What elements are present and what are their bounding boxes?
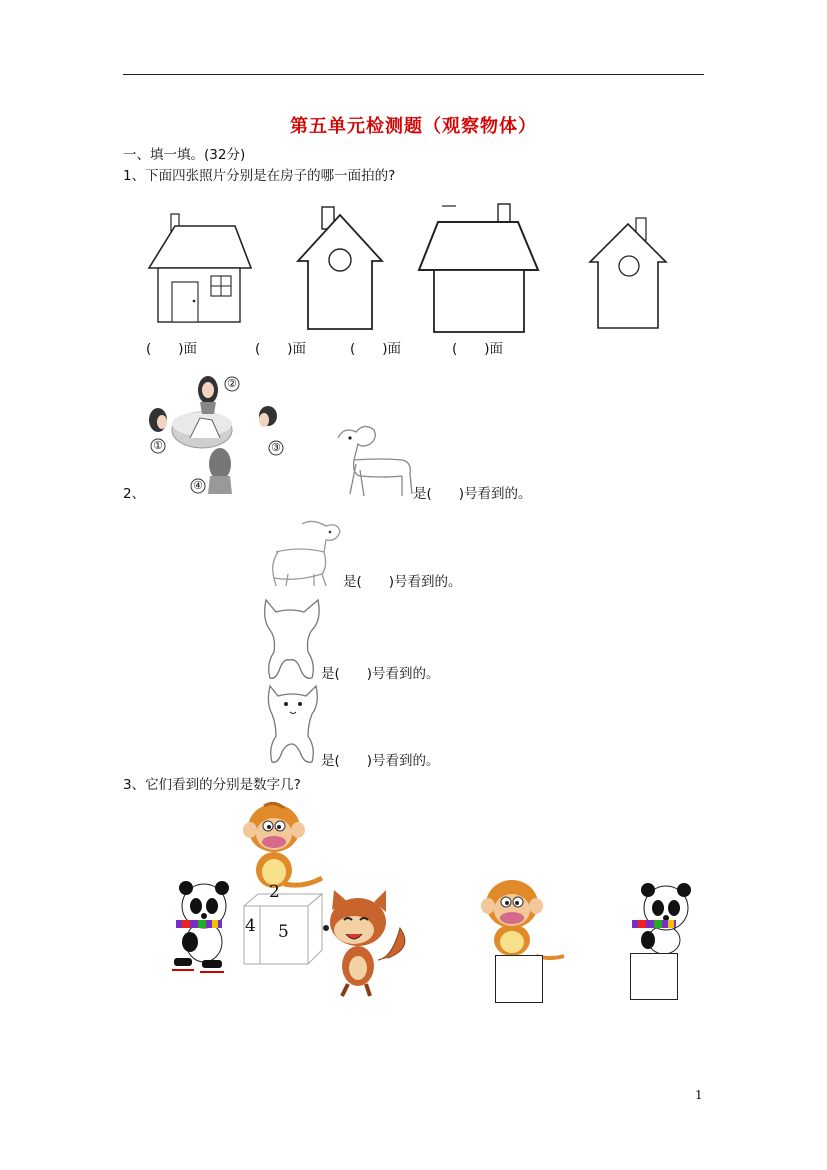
question-1-prompt: 1、下面四张照片分别是在房子的哪一面拍的? <box>123 168 396 184</box>
house-blank-1[interactable]: ( )面 <box>146 341 198 357</box>
cube-top-number: 2 <box>269 882 280 902</box>
fox-right-image <box>318 888 414 998</box>
cube-left-number: 4 <box>245 916 256 936</box>
question-2-number: 2、 <box>123 486 146 502</box>
page-number: 1 <box>695 1088 703 1102</box>
house-blank-2[interactable]: ( )面 <box>255 341 307 357</box>
section-heading: 一、填一填。(32分) <box>123 147 246 163</box>
monkey-on-top-image <box>240 800 326 892</box>
answer-line-1[interactable]: 是( )号看到的。 <box>413 486 532 502</box>
animal-face-view-image <box>262 684 324 766</box>
house-blank-3[interactable]: ( )面 <box>350 341 402 357</box>
house-blank-4[interactable]: ( )面 <box>452 341 504 357</box>
cube-front-number: 5 <box>278 922 289 942</box>
house-back-image <box>416 200 542 334</box>
house-side-image-2 <box>588 214 670 332</box>
observer-label-1: ① <box>153 439 163 452</box>
deer-front-view-image <box>266 516 346 588</box>
monkey-answer-box[interactable] <box>495 955 543 1003</box>
panda-answer-box[interactable] <box>630 953 678 1000</box>
question-3-prompt: 3、它们看到的分别是数字几? <box>123 777 301 793</box>
observer-label-2: ② <box>227 377 237 390</box>
observer-label-4: ④ <box>193 479 203 492</box>
house-front-image <box>145 210 255 330</box>
answer-line-2[interactable]: 是( )号看到的。 <box>343 574 462 590</box>
animal-back-view-image <box>260 598 322 682</box>
observer-label-3: ③ <box>271 441 281 454</box>
header-rule <box>123 74 704 75</box>
answer-line-3[interactable]: 是( )号看到的。 <box>321 666 440 682</box>
monkey-right-image <box>480 876 570 956</box>
deer-side-view-image <box>330 420 420 502</box>
page-title: 第五单元检测题（观察物体） <box>290 116 537 137</box>
panda-left-image <box>168 880 240 972</box>
panda-right-image <box>628 882 698 954</box>
answer-line-4[interactable]: 是( )号看到的。 <box>321 753 440 769</box>
house-side-image-1 <box>296 205 386 333</box>
observers-scene-image <box>140 368 290 498</box>
